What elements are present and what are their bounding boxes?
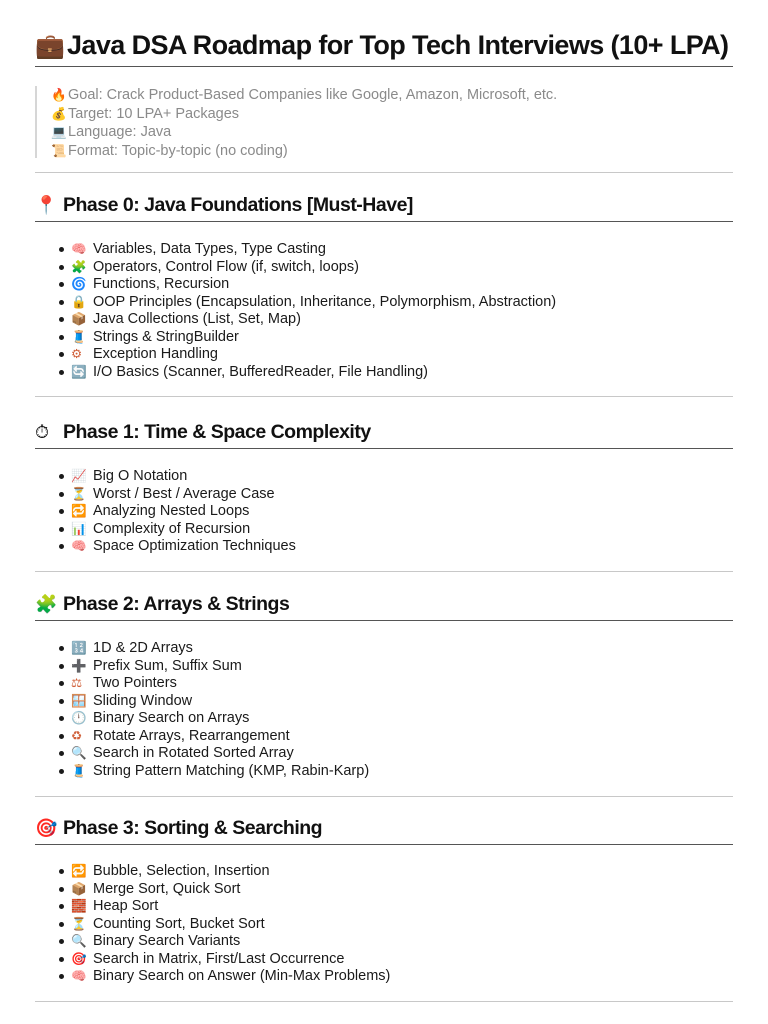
fire-icon: 🔥 [51, 87, 67, 102]
list-item [59, 467, 296, 485]
repeat-icon: 🔁 [71, 863, 87, 878]
list-item-text: Heap Sort [93, 898, 159, 914]
brain-icon: 🧠 [71, 241, 87, 256]
stopwatch-icon: ⏱ [35, 422, 49, 443]
list-item-text: Strings & StringBuilder [93, 328, 239, 345]
phase-1-section [35, 420, 733, 554]
horizontal-divider [35, 396, 733, 397]
phase-2-heading [35, 592, 733, 621]
list-item-text: Two Pointers [93, 675, 177, 691]
list-item [59, 862, 390, 880]
list-item [59, 880, 390, 898]
window-icon: 🪟 [71, 692, 87, 708]
list-item [59, 520, 296, 538]
meta-line-goal [51, 86, 557, 105]
horizontal-divider [35, 571, 733, 572]
gear-icon: ⚙ [71, 346, 83, 361]
target-icon: 🎯 [35, 818, 57, 839]
magnifier-icon: 🔍 [71, 745, 87, 760]
list-item-text: Functions, Recursion [93, 276, 230, 292]
list-item-text: Space Optimization Techniques [93, 538, 296, 554]
list-item-text: Worst / Best / Average Case [93, 485, 275, 502]
phase-0-heading-text: Phase 0: Java Foundations [Must-Have] [63, 194, 413, 216]
phase-1-list [59, 467, 296, 555]
meta-goal-text: Goal: Crack Product-Based Companies like Google, Amazon, Microsoft, etc. [68, 87, 558, 103]
list-item-text: Operators, Control Flow (if, switch, loops) [93, 258, 359, 275]
phase-0-section [35, 193, 733, 380]
list-item-text: Counting Sort, Bucket Sort [93, 915, 265, 932]
phase-1-heading-text: Phase 1: Time & Space Complexity [63, 421, 371, 443]
list-item-text: Binary Search on Answer (Min-Max Problems) [93, 968, 391, 984]
list-item [59, 897, 390, 915]
list-item-text: OOP Principles (Encapsulation, Inheritance, Polymorphism, Abstraction) [93, 293, 557, 310]
horizontal-divider [35, 1001, 733, 1002]
list-item-text: Complexity of Recursion [93, 520, 251, 537]
phase-3-list [59, 862, 390, 985]
numbers-icon: 🔢 [71, 640, 87, 655]
clock-icon: 🕛 [71, 710, 87, 725]
list-item [59, 915, 390, 933]
list-item-text: Search in Rotated Sorted Array [93, 745, 294, 761]
puzzle-icon: 🧩 [71, 258, 87, 274]
list-item [59, 310, 556, 328]
list-item-text: I/O Basics (Scanner, BufferedReader, File Handling) [93, 363, 429, 380]
list-item [59, 345, 556, 363]
brain-icon: 🧠 [71, 968, 87, 983]
phase-0-heading [35, 193, 733, 222]
horizontal-divider [35, 796, 733, 797]
document-title-text: Java DSA Roadmap for Top Tech Interviews (10+ LPA) [67, 30, 729, 60]
list-item-text: Rotate Arrays, Rearrangement [93, 727, 290, 744]
list-item [59, 709, 369, 727]
meta-language-text: Language: Java [68, 124, 172, 140]
phase-3-heading [35, 816, 733, 845]
meta-format-text: Format: Topic-by-topic (no coding) [68, 142, 288, 159]
thread-icon: 🧵 [71, 762, 87, 778]
hourglass-icon: ⏳ [71, 485, 87, 501]
list-item [59, 932, 390, 950]
list-item-text: String Pattern Matching (KMP, Rabin-Karp) [93, 762, 370, 779]
list-item [59, 639, 369, 657]
phase-3-heading-text: Phase 3: Sorting & Searching [63, 817, 323, 839]
list-item-text: Search in Matrix, First/Last Occurrence [93, 950, 345, 967]
phase-2-heading-text: Phase 2: Arrays & Strings [63, 593, 290, 615]
meta-line-format [51, 142, 557, 161]
brain-icon: 🧠 [71, 538, 87, 553]
list-item-text: Analyzing Nested Loops [93, 503, 250, 519]
list-item-text: Binary Search Variants [93, 933, 241, 949]
list-item [59, 537, 296, 555]
list-item [59, 762, 369, 780]
list-item-text: 1D & 2D Arrays [93, 640, 193, 656]
meta-line-target [51, 105, 557, 124]
phase-1-heading [35, 420, 733, 449]
meta-line-language [51, 123, 557, 142]
list-item [59, 674, 369, 692]
list-item [59, 258, 556, 276]
list-item-text: Java Collections (List, Set, Map) [93, 311, 301, 327]
list-item [59, 240, 556, 258]
package-icon: 📦 [71, 311, 87, 326]
arrows-cycle-icon: 🔄 [71, 363, 87, 379]
list-item-text: Big O Notation [93, 468, 188, 484]
list-item-text: Merge Sort, Quick Sort [93, 880, 241, 897]
list-item [59, 293, 556, 311]
pin-icon: 📍 [35, 195, 57, 216]
plus-icon: ➕ [71, 657, 87, 673]
horizontal-divider [35, 172, 733, 173]
target-icon: 🎯 [71, 950, 87, 966]
balance-scale-icon: ⚖ [71, 675, 83, 690]
list-item [59, 363, 556, 381]
thread-icon: 🧵 [71, 328, 87, 344]
document-title [35, 30, 733, 67]
list-item [59, 485, 296, 503]
phase-0-list [59, 240, 556, 380]
hourglass-icon: ⏳ [71, 915, 87, 931]
briefcase-icon: 💼 [35, 32, 65, 60]
list-item-text: Binary Search on Arrays [93, 710, 250, 726]
package-icon: 📦 [71, 880, 87, 896]
list-item [59, 275, 556, 293]
phase-3-section [35, 816, 733, 984]
list-item [59, 967, 390, 985]
magnifier-icon: 🔍 [71, 933, 87, 948]
meta-target-text: Target: 10 LPA+ Packages [68, 105, 240, 122]
list-item [59, 692, 369, 710]
puzzle-icon: 🧩 [35, 594, 57, 615]
chart-increasing-icon: 📈 [71, 468, 87, 483]
phase-2-section [35, 592, 733, 779]
list-item [59, 950, 390, 968]
list-item [59, 502, 296, 520]
bar-chart-icon: 📊 [71, 520, 87, 536]
list-item-text: Prefix Sum, Suffix Sum [93, 657, 242, 674]
scroll-icon: 📜 [51, 142, 67, 158]
bricks-icon: 🧱 [71, 898, 87, 913]
money-bag-icon: 💰 [51, 105, 67, 121]
list-item [59, 744, 369, 762]
cycle-icon: 🌀 [71, 276, 87, 291]
list-item [59, 657, 369, 675]
lock-icon: 🔒 [71, 293, 87, 309]
list-item-text: Sliding Window [93, 692, 193, 709]
list-item-text: Variables, Data Types, Type Casting [93, 241, 326, 257]
list-item-text: Exception Handling [93, 346, 218, 362]
repeat-icon: 🔁 [71, 503, 87, 518]
list-item [59, 328, 556, 346]
recycle-icon: ♻ [71, 727, 83, 743]
goal-blockquote [35, 86, 557, 158]
list-item [59, 727, 369, 745]
laptop-icon: 💻 [51, 124, 67, 139]
phase-2-list [59, 639, 369, 779]
list-item-text: Bubble, Selection, Insertion [93, 863, 270, 879]
